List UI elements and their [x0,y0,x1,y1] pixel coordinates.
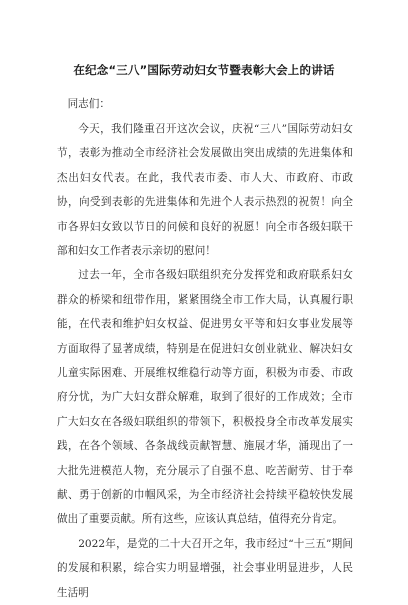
paragraph-2: 过去一年，全市各级妇联组织充分发挥党和政府联系妇女群众的桥梁和纽带作用，紧紧围绕全市工作大局，认真履行职能，在代表和维护妇女权益、促进男女平等和妇女事业发展等方面取得了显著成绩，特别是在促进妇女创业就业、解决妇女儿童实际困难、开展维权维稳行动等方面，积极为市委、市政府分忧，为广大妇女群众解难，取到了很好的工作成效；全市广大妇女在各级妇联组织的带领下，积极投身全市改革发展实践，在各个领域、各条战线贡献智慧、施展才华，涌现出了一大批先进模范人物，充分展示了自强不息、吃苦耐劳、甘于奉献、勇于创新的巾帼风采，为全市经济社会持续平稳较快发展做出了重要贡献。所有这些，应该认真总结，值得充分肯定。 [57,269,353,526]
document-title: 在纪念“三八”国际劳动妇女节暨表彰大会上的讲话 [73,63,335,77]
salutation: 同志们： [67,98,110,110]
paragraph-3: 2022年，是党的二十大召开之年，我市经过“十三五”期间的发展和积累，综合实力明显增强，社会事业明显进步，人民生活明 [57,537,353,599]
paragraph-1: 今天，我们隆重召开这次会议，庆祝“三八”国际劳动妇女节，表彰为推动全市经济社会发展做出突出成绩的先进集体和杰出妇女代表。在此，我代表市委、市人大、市政府、市政协，向受到表彰的先进集体和先进个人表示热烈的祝贺！向全市各界妇女致以节日的问候和良好的祝愿！向全市各级妇联干部和妇女工作者表示亲切的慰问！ [57,122,353,257]
document-body [57,92,353,605]
